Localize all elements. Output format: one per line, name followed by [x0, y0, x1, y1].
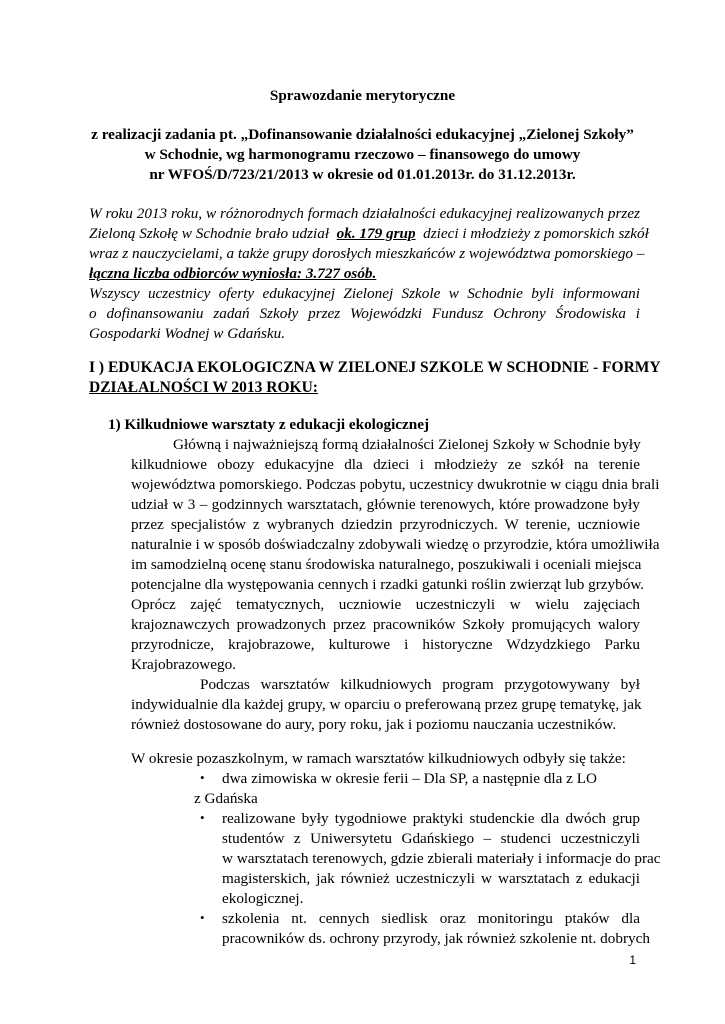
p1-line-8: potencjalne dla występowania cennych i rzadki gatunki roślin zwierząt lub grzybów.: [131, 576, 645, 593]
intro-total-recipients: łączna liczba odbiorców wyniosła: 3.727 osób.: [89, 265, 377, 282]
p1-line-6: naturalnie i w sposób doświadczalny zdobywali wiedzę o przyrodzie, która umożliwiła: [131, 536, 660, 553]
intro-line-6: o dofinansowaniu zadań Szkoły przez Wojewódzki Fundusz Ochrony Środowiska i: [89, 305, 640, 322]
intro-groups-count: ok. 179 grup: [336, 225, 416, 242]
p1-line-11: przyrodnicze, krajobrazowe, kulturowe i historyczne Wdzydzkiego Parku: [131, 636, 640, 653]
bullet-3-line-1: szkolenia nt. cennych siedlisk oraz monitoringu ptaków dla: [222, 910, 640, 927]
p2-line-1: Podczas warsztatów kilkudniowych program przygotowywany był: [200, 676, 640, 693]
intro-text-a: Zieloną Szkołę w Schodnie brało udział: [89, 225, 330, 242]
intro-line-3: wraz z nauczycielami, a także grupy dorosłych mieszkańców z województwa pomorskiego –: [89, 245, 645, 262]
section-heading-line-2: DZIAŁALNOŚCI W 2013 ROKU:: [89, 379, 318, 396]
p2-line-3: również dostosowane do aury, pory roku, jak i poziomu nauczania uczestników.: [131, 716, 617, 733]
intro-line-5: Wszyscy uczestnicy oferty edukacyjnej Zielonej Szkole w Schodnie byli informowani: [89, 285, 640, 302]
intro-line-2: [89, 224, 649, 244]
p1-line-10: krajoznawczych prowadzonych przez pracowników Szkoły promujących walory: [131, 616, 640, 633]
bullet-2-line-5: ekologicznej.: [222, 890, 304, 907]
page-number: 1: [629, 953, 636, 967]
p1-line-4: udział w 3 – godzinnych warsztatach, głównie terenowych, które prowadzone były: [131, 496, 640, 513]
p1-line-7: im samodzielną ocenę stanu środowiska naturalnego, poszukiwali i oceniali miejsca: [131, 556, 642, 573]
p1-line-2: kilkudniowe obozy edukacyjne dla dzieci i młodzieży ze szkół na terenie: [131, 456, 640, 473]
bullet-1-line-2: z Gdańska: [194, 790, 258, 807]
p1-line-3: województwa pomorskiego. Podczas pobytu, uczestnicy dwukrotnie w ciągu dnia brali: [131, 476, 660, 493]
bullet-2-line-2: studentów z Uniwersytetu Gdańskiego – studenci uczestniczyli: [222, 830, 640, 847]
p3-line: W okresie pozaszkolnym, w ramach warsztatów kilkudniowych odbyły się także:: [131, 750, 626, 767]
bullet-3-line-2: pracowników ds. ochrony przyrody, jak również szkolenie nt. dobrych: [222, 930, 650, 947]
bullet-icon: •: [200, 910, 205, 925]
intro-text-c: dzieci i młodzieży z pomorskich szkół: [423, 225, 649, 242]
bullet-2-line-3: w warsztatach terenowych, gdzie zbierali materiały i informacje do prac: [222, 850, 661, 867]
bullet-icon: •: [200, 770, 205, 785]
document-title: Sprawozdanie merytoryczne: [269, 87, 456, 104]
intro-line-7: Gospodarki Wodnej w Gdańsku.: [89, 325, 286, 342]
p1-line-12: Krajobrazowego.: [131, 656, 236, 673]
p2-line-2: indywidualnie dla każdej grupy, w oparciu o preferowaną przez grupę tematykę, jak: [131, 696, 642, 713]
subsection-heading: 1) Kilkudniowe warsztaty z edukacji ekologicznej: [108, 416, 430, 433]
p1-line-9: Oprócz zajęć tematycznych, uczniowie uczestniczyli w wielu zajęciach: [131, 596, 640, 613]
intro-line-1: W roku 2013 roku, w różnorodnych formach działalności edukacyjnej realizowanych przez: [89, 205, 640, 222]
title-line-2: z realizacji zadania pt. „Dofinansowanie działalności edukacyjnej „Zielonej Szkoły”: [91, 126, 634, 143]
bullet-icon: •: [200, 810, 205, 825]
section-heading-line-1: I ) EDUKACJA EKOLOGICZNA W ZIELONEJ SZKOLE W SCHODNIE - FORMY: [89, 359, 661, 376]
bullet-2-line-4: magisterskich, jak również uczestniczyli w warsztatach z edukacji: [222, 870, 640, 887]
p1-line-1: Główną i najważniejszą formą działalności Zielonej Szkoły w Schodnie były: [173, 436, 641, 453]
title-line-3: w Schodnie, wg harmonogramu rzeczowo – finansowego do umowy: [144, 146, 581, 163]
bullet-1-line-1: dwa zimowiska w okresie ferii – Dla SP, a następnie dla z LO: [222, 770, 597, 787]
title-line-4: nr WFOŚ/D/723/21/2013 w okresie od 01.01.2013r. do 31.12.2013r.: [149, 166, 576, 183]
p1-line-5: przez specjalistów z wybranych dziedzin przyrodniczych. W terenie, uczniowie: [131, 516, 640, 533]
bullet-2-line-1: realizowane były tygodniowe praktyki studenckie dla dwóch grup: [222, 810, 640, 827]
